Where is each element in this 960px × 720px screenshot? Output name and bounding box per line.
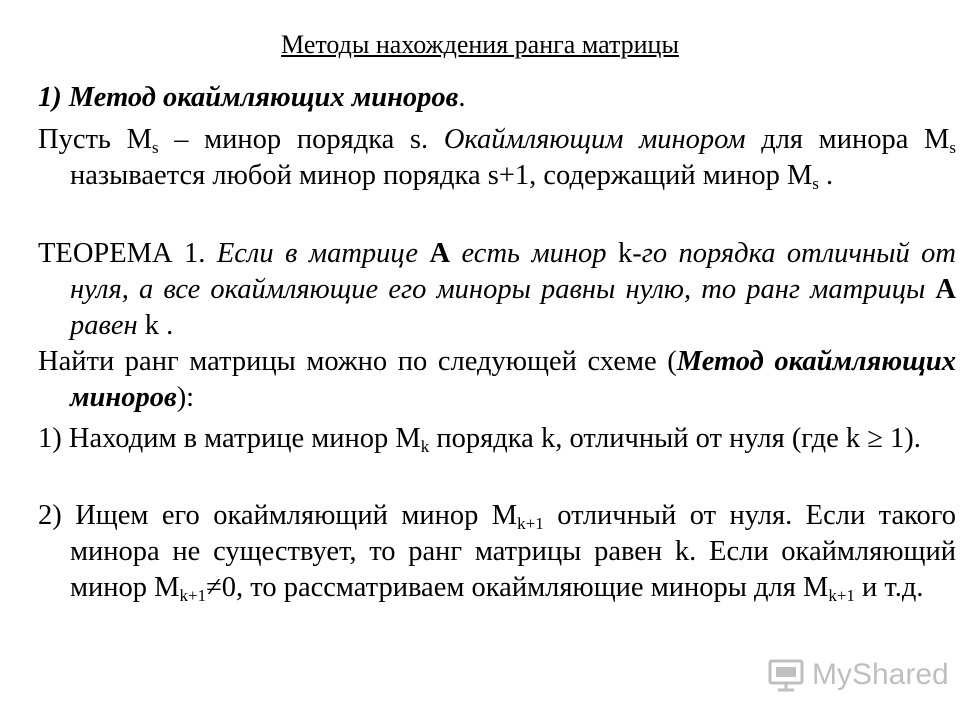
theorem-text-4: равен (70, 310, 145, 341)
step-2-sub-3: k+1 (828, 586, 855, 605)
definition-text-5: . (818, 160, 834, 191)
theorem-label: ТЕОРЕМА 1. (38, 238, 217, 269)
step-2-sub-1: k+1 (517, 514, 544, 533)
theorem-text-1: Если в матрице (216, 238, 430, 269)
method-heading (38, 80, 924, 116)
step-2-text-3: ≠0, то рассматриваем окаймляющие миноры для M (206, 572, 829, 603)
definition-term: Окаймляющим минором (443, 124, 746, 155)
theorem-text-2: есть минор (450, 238, 618, 269)
method-heading-dot: . (458, 82, 466, 113)
watermark-text: MyShared (812, 658, 949, 691)
step-1-text-1: 1) Находим в матрице минор M (38, 423, 421, 454)
definition-sub-2: s (949, 138, 957, 157)
theorem-text-3: -го порядка отличный от нуля, а все окаймляющие его миноры равны нулю, то ранг матрицы (70, 238, 956, 305)
definition-text-4: называется любой минор порядка s+1, содержащий минор M (70, 160, 813, 191)
step-2-paragraph (38, 498, 956, 606)
projector-screen-icon (768, 658, 804, 692)
scheme-paragraph (38, 344, 956, 416)
step-1-text-2: порядка k, отличный от нуля (где k ≥ 1). (429, 423, 921, 454)
method-heading-text: 1) Метод окаймляющих миноров (38, 82, 459, 113)
scheme-text-2: ): (176, 382, 195, 413)
definition-sub-3: s (812, 174, 819, 193)
theorem-end: . (159, 310, 174, 341)
definition-text-1: Пусть M (38, 124, 152, 155)
step-2-text-1: 2) Ищем его окаймляющий минор M (38, 500, 518, 531)
page-title: Методы нахождения ранга матрицы (281, 30, 679, 59)
theorem-k-2: k (144, 310, 160, 341)
watermark-logo (768, 656, 949, 694)
step-2-text-4: и т.д. (854, 572, 924, 603)
theorem-matrix-a-2: A (935, 274, 956, 305)
step-1-sub-1: k (420, 437, 430, 456)
step-2-sub-2: k+1 (179, 586, 207, 605)
theorem-matrix-a-1: A (429, 238, 451, 269)
scheme-text-1: Найти ранг матрицы можно по следующей схеме ( (38, 346, 677, 377)
definition-text-3: для минора M (745, 124, 950, 155)
definition-paragraph (38, 122, 956, 194)
step-1-paragraph (38, 421, 956, 457)
theorem-k-1: k (617, 238, 633, 269)
step-2-text-2: отличный от нуля. Если такого минора не существует, то ранг матрицы равен k. Если окаймляющий минор M (70, 500, 956, 603)
theorem-paragraph (38, 236, 956, 344)
definition-text-2: – минор порядка s. (158, 124, 444, 155)
scheme-method-name: Метод окаймляющих миноров (70, 346, 956, 413)
definition-sub-1: s (151, 138, 159, 157)
